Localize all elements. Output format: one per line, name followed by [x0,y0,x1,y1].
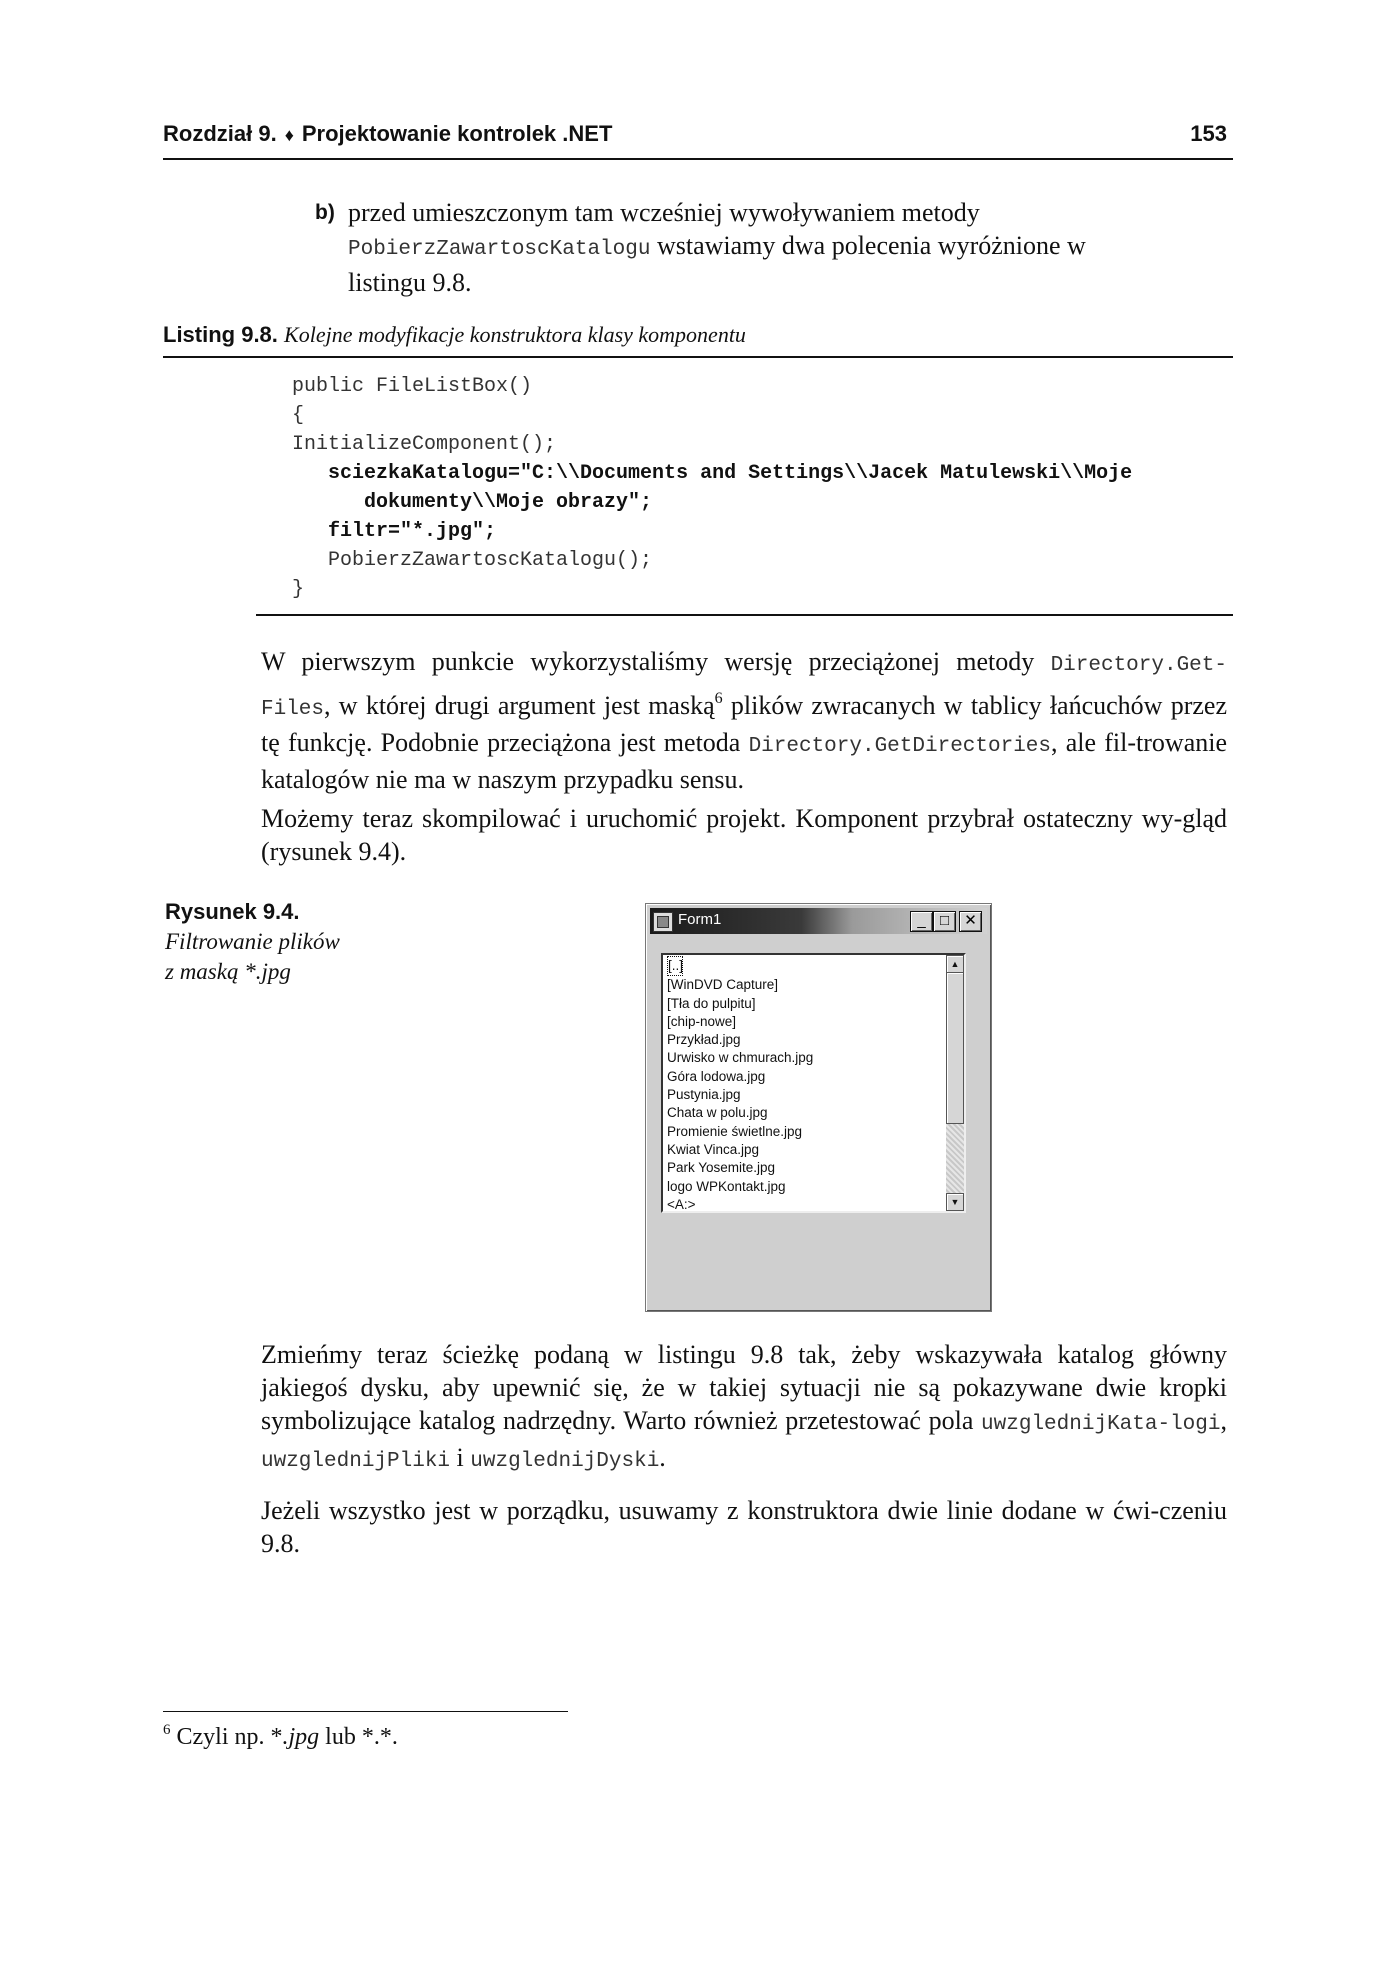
file-list-items [667,956,939,1214]
figure-description-line: Filtrowanie plików [165,929,340,954]
running-header [163,118,1233,160]
list-item: <A:> [667,1196,696,1212]
list-item: [chip-nowe] [667,1013,737,1029]
list-item: [Tła do pulpitu] [667,995,756,1011]
list-item: Chata w polu.jpg [667,1105,768,1121]
listing-caption [163,322,1233,358]
paragraph [261,645,1227,796]
text-run: lub *.*. [319,1724,398,1750]
inline-code: Directory.Get-Files [261,654,1227,721]
page-number: 153 [1190,121,1227,146]
code-listing [292,372,1222,604]
text-run: Zmieńmy teraz ścieżkę podaną w listingu 9.8 tak, żeby wskazywała katalog główny jakiegoś dysku, aby upewnić się, że w takiej sytuacji nie są pokazywane dwie kropki symbolizujące katalog nadrzędny. Warto również przetestować pola [261,1340,1227,1435]
header-title [163,121,612,147]
scrollbar-thumb [946,972,964,1124]
list-item: logo WPKontakt.jpg [667,1178,786,1194]
inline-code: uwzglednijPliki [261,1450,451,1473]
scroll-down-icon: ▼ [946,1193,964,1211]
list-item: Promienie świetlne.jpg [667,1123,803,1139]
vertical-scrollbar [946,955,964,1211]
scroll-up-icon: ▲ [946,955,964,973]
text-run: W pierwszym punkcie wykorzystaliśmy wersję przeciążonej metody [261,647,1051,676]
file-list-box [661,953,966,1213]
chapter-label: Rozdział 9. [163,121,277,146]
code-line: public FileListBox() [292,375,533,398]
listing-description: Kolejne modyfikacje konstruktora klasy komponentu [284,322,746,347]
inline-code: PobierzZawartoscKatalogu [348,238,651,261]
list-item: Pustynia.jpg [667,1087,741,1103]
form-window-screenshot [645,903,992,1312]
window-titlebar [650,908,987,934]
code-line-highlighted: filtr="*.jpg"; [292,520,497,543]
text-run: , ale fil-trowanie katalogów nie ma w naszym przypadku sensu. [261,728,1227,794]
footnote [163,1722,863,1751]
text-run: , w której drugi argument jest maską [324,691,715,720]
code-line: } [292,578,305,601]
figure-label: Rysunek 9.4. [165,899,300,924]
text-run: przed umieszczonym tam wcześniej wywoływaniem metody [348,198,980,227]
footnote-number: 6 [163,1722,171,1738]
inline-code: Directory.GetDirectories [748,735,1052,758]
list-item: [WinDVD Capture] [667,977,779,993]
inline-code: uwzglednijKata-logi [981,1413,1221,1436]
list-item: Urwisko w chmurach.jpg [667,1050,814,1066]
footnote-reference: 6 [714,690,723,707]
text-run: , [1220,1406,1227,1435]
inline-code: uwzglednijDyski [470,1450,660,1473]
paragraph [261,1338,1227,1478]
chapter-title: Projektowanie kontrolek .NET [301,121,613,146]
figure-description-line: z maską *.jpg [165,959,291,984]
list-marker: b) [315,201,335,224]
listing-end-rule [256,614,1233,616]
text-run: . [659,1443,666,1472]
footnote-rule [163,1711,568,1712]
list-item: [..] [667,956,683,976]
minimize-button: _ [910,911,933,932]
close-button: ✕ [959,911,982,932]
maximize-button: □ [933,911,956,932]
code-line: PobierzZawartoscKatalogu(); [292,549,653,572]
listing-label: Listing 9.8. [163,322,278,347]
figure-caption [165,897,415,987]
app-icon [653,912,673,932]
diamond-icon: ♦ [284,125,294,145]
list-item: Kwiat Vinca.jpg [667,1141,760,1157]
text-run: Czyli np. * [170,1724,283,1750]
list-item: Góra lodowa.jpg [667,1068,766,1084]
code-line: InitializeComponent(); [292,433,557,456]
list-item: Park Yosemite.jpg [667,1160,776,1176]
window-title: Form1 [678,911,722,928]
text-run: i [450,1443,471,1472]
text-run-italic: .jpg [282,1724,320,1750]
text-run: wstawiamy dwa polecenia wyróżnione w listingu 9.8. [348,231,1086,297]
paragraph: Jeżeli wszystko jest w porządku, usuwamy z konstruktora dwie linie dodane w ćwi-czeniu 9.8. [261,1496,1227,1558]
code-line: { [292,404,305,427]
code-line-highlighted: dokumenty\\Moje obrazy"; [292,491,653,514]
code-line-highlighted: sciezkaKatalogu="C:\\Documents and Settings\\Jacek Matulewski\\Moje [292,462,1133,485]
list-item: Przykład.jpg [667,1032,741,1048]
list-item-text [348,196,1108,299]
text-run: plików zwracanych w tablicy łańcuchów przez tę funkcję. Podobnie przeciążona jest metoda [261,691,1227,757]
paragraph: Możemy teraz skompilować i uruchomić projekt. Komponent przybrał ostateczny wy-gląd (rysunek 9.4). [261,804,1227,866]
